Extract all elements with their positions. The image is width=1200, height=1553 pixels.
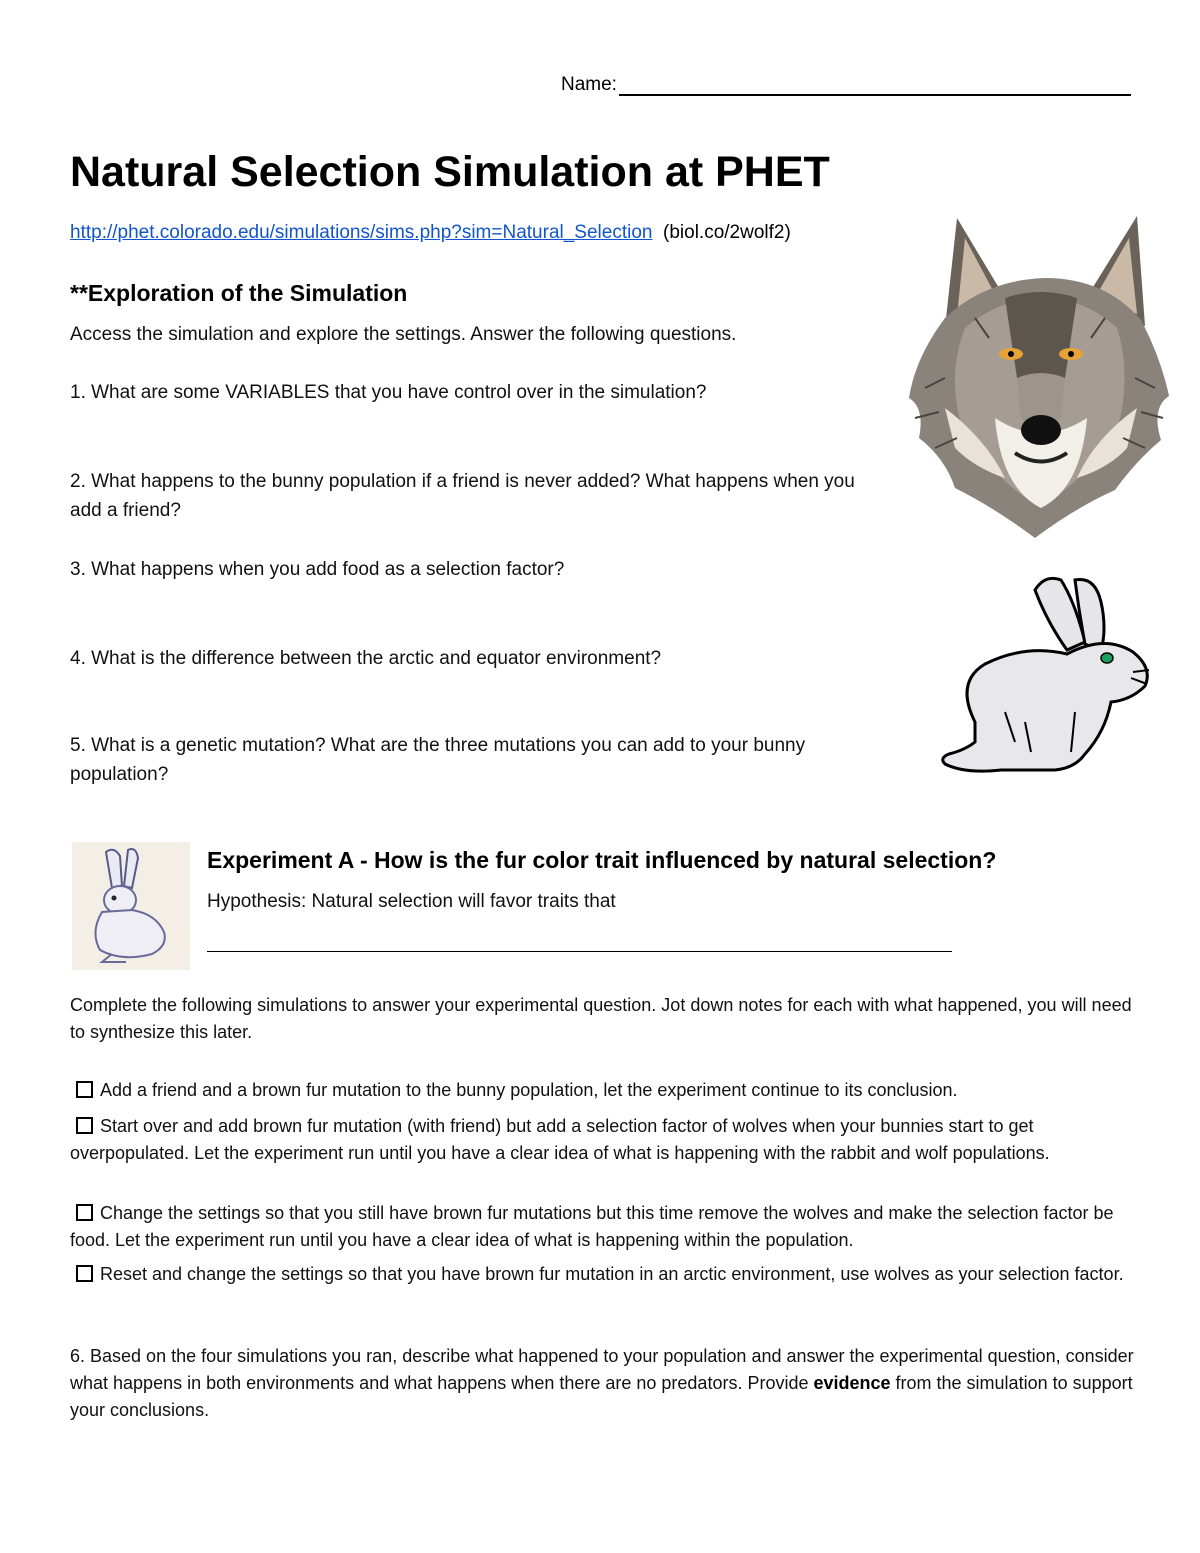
hypothesis-blank-line[interactable] — [207, 951, 952, 952]
wolf-illustration — [905, 208, 1173, 540]
question-6-text: 6. Based on the four simulations you ran, describe what happened to your population and answer the experimental question, consider what happens in both environments and what happens when there are no predators. Provide — [70, 1346, 1134, 1393]
name-label: Name: — [561, 74, 617, 95]
short-link: (biol.co/2wolf2) — [663, 222, 791, 243]
experiment-a-heading: Experiment A - How is the fur color trait influenced by natural selection? — [207, 847, 997, 873]
question-3: 3. What happens when you add food as a selection factor? — [70, 559, 565, 580]
question-6-text-end: from the simulation to support your conclusions. — [70, 1373, 1133, 1420]
checkbox[interactable] — [76, 1117, 93, 1134]
checklist-item-2 — [70, 1113, 1145, 1167]
checkbox[interactable] — [76, 1204, 93, 1221]
hypothesis-text: Hypothesis: Natural selection will favor traits that — [207, 891, 616, 912]
exploration-heading: **Exploration of the Simulation — [70, 280, 408, 306]
question-5: 5. What is a genetic mutation? What are the three mutations you can add to your bunny population? — [70, 735, 806, 785]
checklist-text: Start over and add brown fur mutation (with friend) but add a selection factor of wolves when your bunnies start to get overpopulated. Let the experiment run until you have a clear idea of what is happening with the rabbit and wolf populations. — [70, 1116, 1050, 1163]
name-blank-line[interactable] — [619, 76, 1131, 96]
checklist-item-3 — [70, 1200, 1145, 1254]
checklist-text: Change the settings so that you still have brown fur mutations but this time remove the wolves and make the selection factor be food. Let the experiment run until you have a clear idea of what is happening within the population. — [70, 1203, 1114, 1250]
question-4: 4. What is the difference between the arctic and equator environment? — [70, 648, 662, 669]
checklist-text: Reset and change the settings so that you have brown fur mutation in an arctic environment, use wolves as your selection factor. — [100, 1264, 1124, 1284]
question-1: 1. What are some VARIABLES that you have control over in the simulation? — [70, 382, 707, 403]
exploration-intro: Access the simulation and explore the settings. Answer the following questions. — [70, 324, 737, 345]
question-6 — [70, 1343, 1145, 1424]
checklist-item-4 — [70, 1261, 1145, 1288]
checklist-item-1 — [70, 1077, 1145, 1104]
checkbox[interactable] — [76, 1265, 93, 1282]
rabbit-illustration — [935, 572, 1157, 784]
link-row — [70, 222, 791, 244]
checklist-text: Add a friend and a brown fur mutation to the bunny population, let the experiment continue to its conclusion. — [100, 1080, 958, 1100]
small-rabbit-illustration — [72, 842, 190, 970]
page-title: Natural Selection Simulation at PHET — [70, 148, 830, 196]
question-6-emphasis: evidence — [813, 1373, 891, 1393]
phet-link[interactable]: http://phet.colorado.edu/simulations/sims.php?sim=Natural_Selection — [70, 222, 653, 243]
instructions-text: Complete the following simulations to answer your experimental question. Jot down notes for each with what happened, you will need to synthesize this later. — [70, 995, 1132, 1042]
name-field — [561, 74, 1131, 96]
checkbox[interactable] — [76, 1081, 93, 1098]
question-2: 2. What happens to the bunny population if a friend is never added? What happens when you add a friend? — [70, 471, 855, 521]
